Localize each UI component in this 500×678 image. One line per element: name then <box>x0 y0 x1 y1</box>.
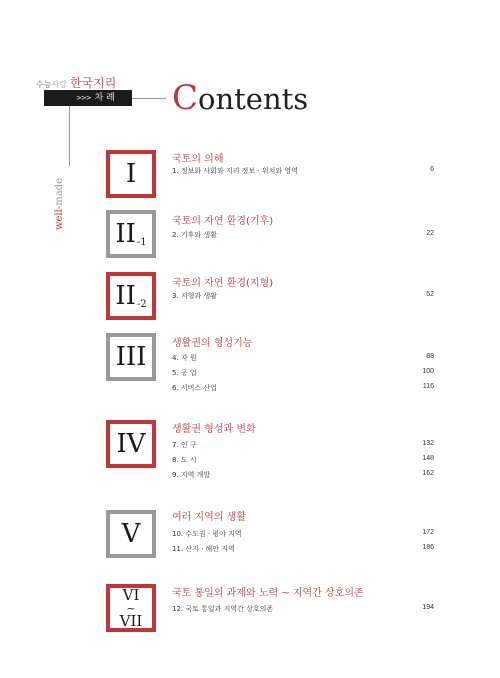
side-divider <box>69 106 70 166</box>
toc-item-label: 12. 국토 통일과 지역간 상호의존 <box>172 605 274 613</box>
toc-item-page: 22 <box>426 230 434 237</box>
toc-item-label: 3. 지형과 생활 <box>172 292 217 300</box>
chapter-numeral: III <box>115 342 147 372</box>
chapter-numeral: II <box>115 281 136 311</box>
chapter-1-title: 국토의 의해 <box>172 154 224 165</box>
chapter-6-7-title: 국토 통일의 과제와 노력 ~ 지역간 상호의존 <box>172 588 364 599</box>
toc-item-page: 116 <box>422 383 434 390</box>
toc-item-label: 5. 공 업 <box>172 369 197 377</box>
title-rest: ontents <box>198 82 309 116</box>
chapter-2-2-badge <box>106 272 156 320</box>
chapter-3-badge <box>106 333 156 381</box>
toc-item-label: 9. 지역 개발 <box>172 471 211 479</box>
toc-item-label: 8. 도 시 <box>172 456 197 464</box>
chapter-subnumber: -2 <box>136 299 147 310</box>
toc-item-label: 7. 인 구 <box>172 441 197 449</box>
tilde-icon: ~ <box>126 601 136 615</box>
chapter-numeral: IV <box>116 429 146 459</box>
toc-item-label: 6. 서비스 산업 <box>172 384 217 392</box>
toc-item-label: 4. 자 원 <box>172 354 197 362</box>
brand-prefix: 수능 <box>36 80 52 89</box>
brand-light: 사랑 <box>51 80 67 89</box>
toc-item-page: 6 <box>430 166 434 173</box>
toc-item-page: 52 <box>426 291 434 298</box>
toc-item-label: 10. 수도권 · 평야 지역 <box>172 530 242 538</box>
chapter-4-title: 생활권 형성과 변화 <box>172 424 256 435</box>
chapter-numeral: I <box>125 159 137 189</box>
chapter-subnumber: -1 <box>136 237 147 248</box>
chapter-2-1-badge <box>106 210 156 258</box>
chapter-4-badge <box>106 420 156 468</box>
side-logo <box>54 178 65 230</box>
chapter-6-7-badge <box>106 584 156 632</box>
side-logo-thin: made <box>54 178 65 206</box>
title-initial: C <box>172 78 199 118</box>
side-logo-bold: well- <box>54 205 65 231</box>
chapter-numeral: II <box>115 219 136 249</box>
toc-item-page: 132 <box>422 440 434 447</box>
toc-item-page: 88 <box>426 353 434 360</box>
toc-item-label: 2. 기후와 생활 <box>172 231 217 239</box>
chapter-2-2-title: 국토의 자연 환경(지형) <box>172 278 274 289</box>
arrows-icon: >>> <box>76 94 91 102</box>
chapter-1-badge <box>106 150 156 198</box>
toc-item-page: 100 <box>422 368 434 375</box>
chapter-numeral: VI <box>122 585 140 604</box>
chapter-numeral: V <box>121 519 141 549</box>
chapter-3-title: 생활권의 형성기능 <box>172 338 253 349</box>
chapter-5-title: 여러 지역의 생활 <box>172 512 246 523</box>
brand-name: 한국지리 <box>69 76 117 90</box>
chapter-5-badge <box>106 510 156 558</box>
toc-item-page: 162 <box>422 470 434 477</box>
toc-item-page: 194 <box>422 604 434 611</box>
toc-item-page: 148 <box>422 455 434 462</box>
toc-item-label: 11. 산지 · 해안 지역 <box>172 545 235 553</box>
toc-item-page: 172 <box>422 529 434 536</box>
chapter-numeral-2: VII <box>119 611 143 630</box>
brand-title <box>36 74 116 91</box>
toc-tag <box>44 90 132 106</box>
toc-tag-label: 차 례 <box>94 93 115 103</box>
tag-connector-line <box>132 98 166 99</box>
toc-item-page: 186 <box>422 544 434 551</box>
chapter-2-1-title: 국토의 자연 환경(기후) <box>172 216 274 227</box>
page-title <box>172 78 308 118</box>
toc-item-label: 1. 정보화 사회와 지리 정보 · 위치와 영역 <box>172 167 298 175</box>
